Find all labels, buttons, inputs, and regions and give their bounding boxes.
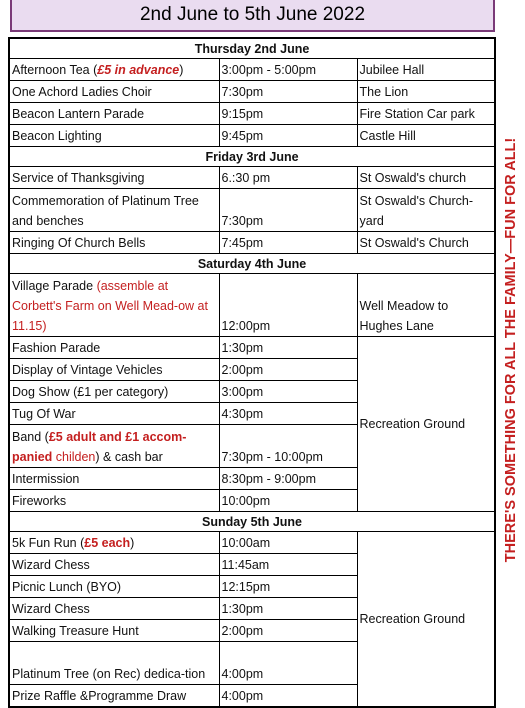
event-name: 5k Fun Run (£5 each): [9, 532, 219, 554]
event-name: Platinum Tree (on Rec) dedica-tion: [9, 642, 219, 685]
event-name: Band (£5 adult and £1 accom-panied childen) & cash bar: [9, 425, 219, 468]
event-time: 9:15pm: [219, 103, 357, 125]
event-venue: Fire Station Car park: [357, 103, 495, 125]
event-time: 7:30pm: [219, 81, 357, 103]
event-venue: St Oswald's church: [357, 167, 495, 189]
event-name: Display of Vintage Vehicles: [9, 359, 219, 381]
table-row: [9, 103, 495, 125]
event-time: 1:30pm: [219, 598, 357, 620]
event-time: 11:45am: [219, 554, 357, 576]
event-time: 3:00pm: [219, 381, 357, 403]
page-title: 2nd June to 5th June 2022: [139, 4, 366, 25]
event-name: Fireworks: [9, 490, 219, 512]
event-name: Ringing Of Church Bells: [9, 232, 219, 254]
page-title-banner: [10, 0, 495, 32]
table-row: [9, 189, 495, 232]
table-row: [9, 532, 495, 554]
event-time: 12:15pm: [219, 576, 357, 598]
event-name: Picnic Lunch (BYO): [9, 576, 219, 598]
event-time: 2:00pm: [219, 620, 357, 642]
event-name: Wizard Chess: [9, 598, 219, 620]
event-time: 9:45pm: [219, 125, 357, 147]
table-row: [9, 232, 495, 254]
event-time: 1:30pm: [219, 337, 357, 359]
event-time: 7:30pm - 10:00pm: [219, 425, 357, 468]
event-time: 2:00pm: [219, 359, 357, 381]
event-time: 4:00pm: [219, 642, 357, 685]
event-name: Walking Treasure Hunt: [9, 620, 219, 642]
event-venue: Jubilee Hall: [357, 59, 495, 81]
event-name: Commemoration of Platinum Tree and benches: [9, 189, 219, 232]
table-row: [9, 337, 495, 359]
day-header-saturday: Saturday 4th June: [9, 254, 495, 274]
event-name: Wizard Chess: [9, 554, 219, 576]
table-row: [9, 81, 495, 103]
table-row: [9, 167, 495, 189]
event-time: 8:30pm - 9:00pm: [219, 468, 357, 490]
event-time: 4:30pm: [219, 403, 357, 425]
event-venue: Recreation Ground: [357, 337, 495, 512]
event-time: 6.:30 pm: [219, 167, 357, 189]
table-row: [9, 59, 495, 81]
event-name: Service of Thanksgiving: [9, 167, 219, 189]
event-time: 7:30pm: [219, 189, 357, 232]
event-time: 12:00pm: [219, 274, 357, 337]
event-venue: St Oswald's Church-yard: [357, 189, 495, 232]
event-name: One Achord Ladies Choir: [9, 81, 219, 103]
schedule-table: [8, 37, 496, 708]
day-header-sunday: Sunday 5th June: [9, 512, 495, 532]
event-venue: St Oswald's Church: [357, 232, 495, 254]
event-time: 10:00am: [219, 532, 357, 554]
event-name: Village Parade (assemble at Corbett's Farm on Well Mead-ow at 11.15): [9, 274, 219, 337]
event-time: 7:45pm: [219, 232, 357, 254]
event-name: Dog Show (£1 per category): [9, 381, 219, 403]
event-venue: Recreation Ground: [357, 532, 495, 708]
event-name: Intermission: [9, 468, 219, 490]
event-name: Beacon Lighting: [9, 125, 219, 147]
event-name: Prize Raffle &Programme Draw: [9, 685, 219, 708]
event-time: 10:00pm: [219, 490, 357, 512]
event-time: 3:00pm - 5:00pm: [219, 59, 357, 81]
day-header-thursday: Thursday 2nd June: [9, 38, 495, 59]
event-venue: The Lion: [357, 81, 495, 103]
event-venue: Well Meadow to Hughes Lane: [357, 274, 495, 337]
event-name: Afternoon Tea (£5 in advance): [9, 59, 219, 81]
side-banner-text: THERE'S SOMETHING FOR ALL THE FAMILY—FUN FOR ALL!: [503, 137, 519, 563]
event-name: Fashion Parade: [9, 337, 219, 359]
event-name: Beacon Lantern Parade: [9, 103, 219, 125]
event-time: 4:00pm: [219, 685, 357, 708]
table-row: [9, 274, 495, 337]
table-row: [9, 125, 495, 147]
event-venue: Castle Hill: [357, 125, 495, 147]
day-header-friday: Friday 3rd June: [9, 147, 495, 167]
event-name: Tug Of War: [9, 403, 219, 425]
